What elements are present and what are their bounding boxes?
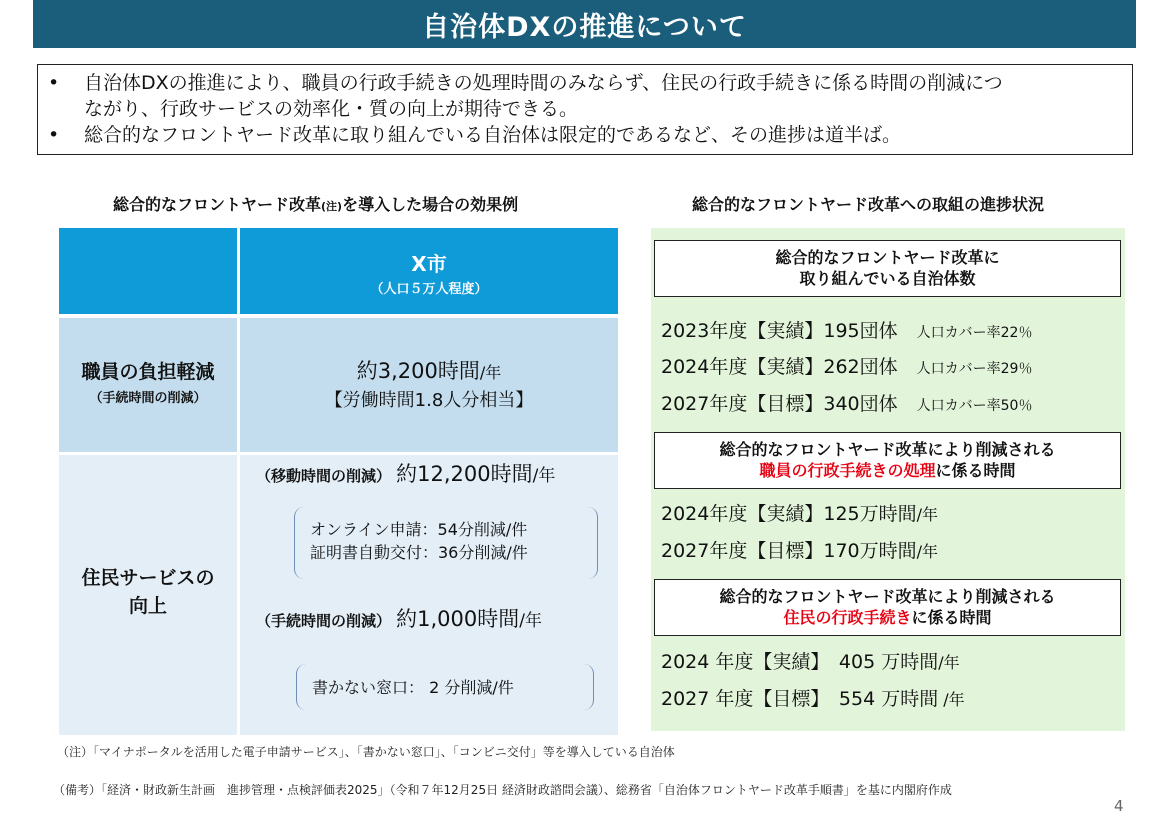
bullet-mark: • — [48, 124, 60, 146]
no-writing-window-saving: 書かない窓口： 2 分削減/件 — [312, 678, 514, 697]
right-section-heading: 総合的なフロントヤード改革への取組の進捗状況 — [692, 195, 1045, 214]
footnote-source: （備考）「経済・財政新生計画 進捗管理・点検評価表2025」（令和７年12月25日 経済財政諮問会議）、総務省「自治体フロントヤード改革手順書」を基に内閣府作成 — [53, 783, 952, 797]
bullet-mark: • — [48, 72, 60, 94]
auto-issue-saving: 証明書自動交付：36分削減/件 — [310, 543, 528, 562]
summary-bullet-1 — [48, 70, 1122, 122]
page-number: 4 — [1114, 797, 1124, 815]
count-row-2027: 2027年度【目標】340団体 人口カバー率50％ — [661, 393, 1033, 415]
table-header-blank — [59, 228, 237, 314]
summary-bullet-2 — [48, 122, 1122, 148]
row-staff-label: 職員の負担軽減 — [81, 361, 215, 383]
page-title: 自治体DXの推進について — [33, 0, 1136, 48]
footnote-note: （注）「マイナポータルを活用した電子申請サービス」、「書かない窓口」、「コンビニ交付」等を導入している自治体 — [57, 745, 675, 759]
row-staff-value-cell — [240, 318, 618, 452]
city-name: X市 — [411, 252, 447, 276]
staff-row-2027: 2027年度【目標】170万時間/年 — [661, 540, 939, 562]
municipality-count-box: 総合的なフロントヤード改革に 取り組んでいる自治体数 — [654, 240, 1121, 297]
summary-text-1: 自治体DXの推進により、職員の行政手続きの処理時間のみならず、住民の行政手続きに係る時間の削減につ ながり、行政サービスの効率化・質の向上が期待できる。 — [84, 72, 1003, 120]
count-row-2023: 2023年度【実績】195団体 人口カバー率22％ — [661, 320, 1033, 342]
staff-hours-value: 約3,200時間/年 — [356, 359, 502, 383]
row-resident-label-1: 住民サービスの — [81, 567, 215, 589]
proc-time-line: （手続時間の削減） 約1,000時間/年 — [256, 607, 542, 631]
row-resident-value-cell — [240, 455, 618, 735]
left-section-heading: 総合的なフロントヤード改革(注)を導入した場合の効果例 — [113, 195, 519, 214]
table-header-city — [240, 228, 618, 314]
resident-reduction-highlight: 住民の行政手続き — [783, 608, 912, 627]
heading-note-mark: (注) — [321, 200, 343, 213]
summary-box — [37, 64, 1133, 155]
staff-hours-note: 【労働時間1.8人分相当】 — [324, 390, 534, 411]
row-staff-sublabel: （手続時間の削減） — [89, 391, 207, 406]
resident-row-2027: 2027 年度【目標】 554 万時間 /年 — [661, 688, 965, 710]
row-resident-label-2: 向上 — [128, 595, 167, 617]
online-application-saving: オンライン申請：54分削減/件 — [310, 520, 528, 539]
row-resident-label-cell — [59, 455, 237, 735]
city-population: （人口５万人程度） — [370, 282, 488, 297]
online-details — [310, 518, 528, 564]
row-staff-label-cell — [59, 318, 237, 452]
staff-reduction-box: 総合的なフロントヤード改革により削減される 職員の行政手続きの処理に係る時間 — [654, 432, 1121, 489]
count-row-2024: 2024年度【実績】262団体 人口カバー率29％ — [661, 356, 1033, 378]
staff-reduction-highlight: 職員の行政手続きの処理 — [759, 461, 936, 480]
resident-reduction-box: 総合的なフロントヤード改革により削減される 住民の行政手続きに係る時間 — [654, 579, 1121, 636]
move-time-line: （移動時間の削減） 約12,200時間/年 — [256, 462, 556, 486]
summary-text-2: 総合的なフロントヤード改革に取り組んでいる自治体は限定的であるなど、その進捗は道半ば。 — [84, 124, 902, 146]
resident-row-2024: 2024 年度【実績】 405 万時間/年 — [661, 651, 960, 673]
staff-row-2024: 2024年度【実績】125万時間/年 — [661, 503, 939, 525]
